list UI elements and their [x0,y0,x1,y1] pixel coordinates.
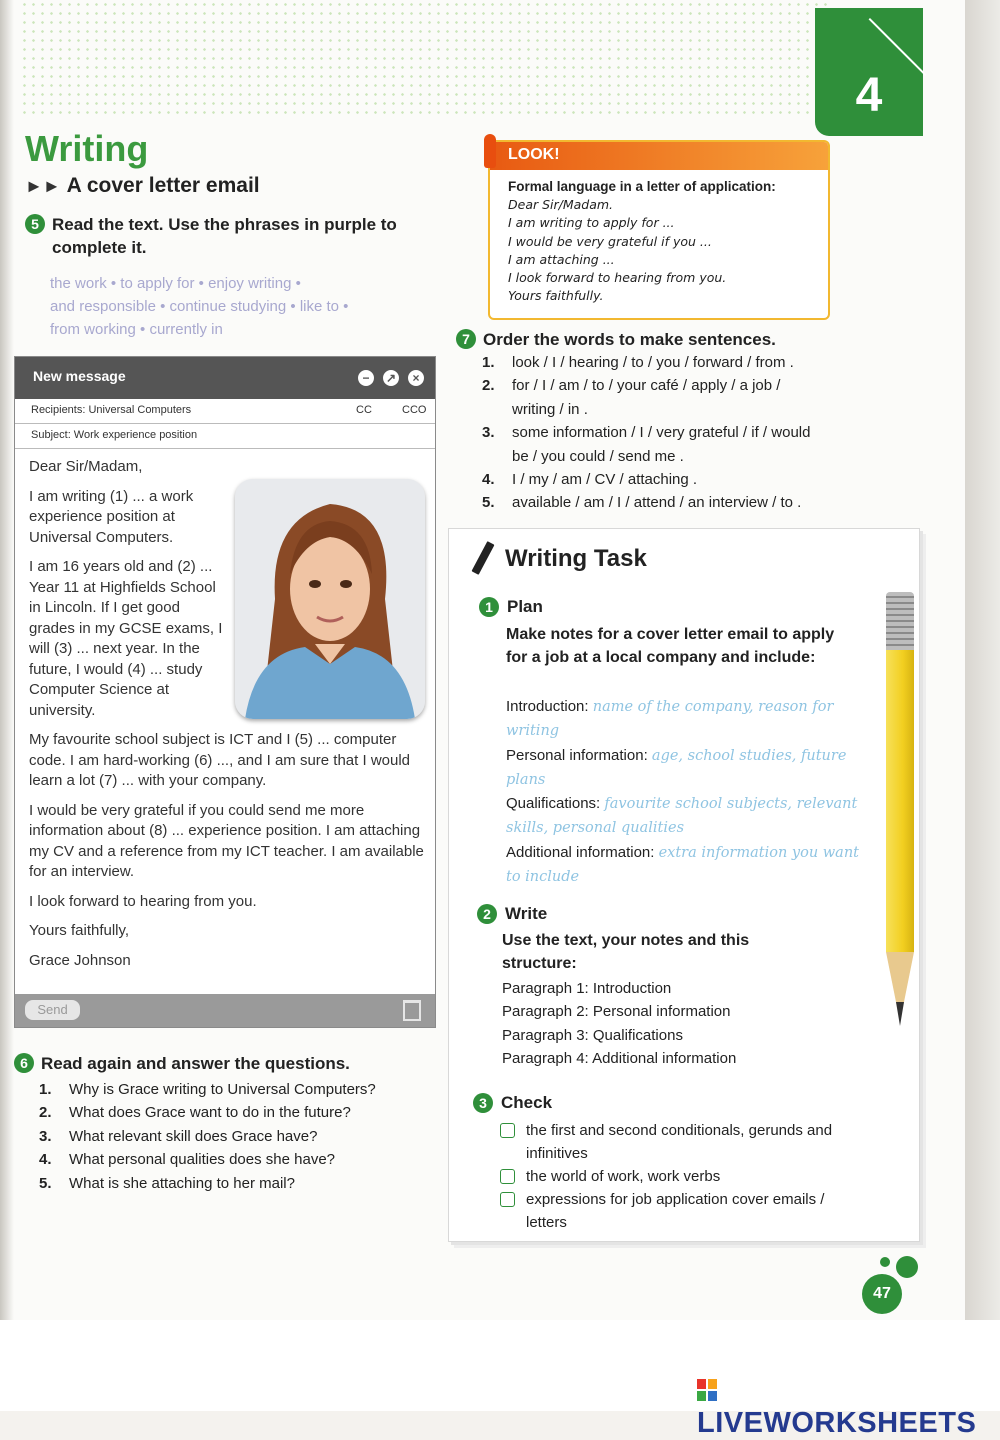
watermark [697,1374,1000,1440]
checkbox[interactable] [500,1123,515,1138]
look-line: Yours faithfully. [508,288,604,304]
order-item: 5. available / am / I / attend / an interview / to . [482,494,802,512]
question-item: 1. Why is Grace writing to Universal Computers? [39,1081,376,1098]
email-paragraph-4: I would be very grateful if you could send me more information about (8) ... experience position. I am attaching my CV and a reference from my ICT teacher. I am available for an interview. [29,801,424,880]
plan-hint: age, school studies, future plans [506,747,847,788]
look-box [488,140,830,320]
writing-task-title: Writing Task [505,545,647,572]
plan-heading [479,597,543,617]
look-heading: Formal language in a letter of application: [508,179,776,194]
question-item: 5. What is she attaching to her mail? [39,1174,295,1192]
write-label: Write [505,904,548,923]
paragraph-item: Paragraph 1: Introduction [502,980,672,997]
look-label: LOOK! [508,146,560,163]
task6-heading [14,1052,434,1075]
write-heading [477,904,547,924]
task6-questions [39,1078,439,1195]
email-greeting: Dear Sir/Madam, [29,458,143,475]
look-header [490,142,828,170]
write-structure [502,977,862,1070]
watermark-text: LIVEWORKSHEETS [697,1407,977,1439]
email-title-bar [15,357,435,399]
recipients-row[interactable] [15,399,435,424]
plan-item: Personal information: age, school studies, future plans [506,746,847,788]
question-item: 3. What relevant skill does Grace have? [39,1127,318,1145]
section-title: Writing [25,128,149,169]
plan-hint: extra information you want to include [506,844,859,886]
check-number: 3 [473,1093,493,1113]
plan-item: Introduction: name of the company, reason for writing [506,698,834,740]
check-label: Check [501,1093,553,1112]
plan-label: Plan [507,597,543,616]
pen-icon [471,541,494,575]
subject-field: Subject: Work experience position [31,429,198,441]
paragraph-item: Paragraph 4: Additional information [502,1049,737,1067]
lesson-subtitle-text: A cover letter email [66,174,260,197]
writing-task-card [448,528,920,1242]
order-item: 4. I / my / am / CV / attaching . [482,471,698,489]
look-line: I am attaching ... [508,251,615,267]
plan-number: 1 [479,597,499,617]
order-item: 3. some information / I / very grateful / if / would be / you could / send me . [482,424,811,465]
question-item: 4. What personal qualities does she have? [39,1151,336,1169]
task7-heading [456,328,856,351]
task7-instruction: Order the words to make sentences. [483,330,776,349]
lesson-subtitle [25,174,260,198]
plan-items [506,695,866,889]
next-page-edge [965,0,1000,1330]
email-paragraph-2: I am 16 years old and (2) ... Year 11 at Highfields School in Lincoln. If I get good grades in my GCSE exams, I will (3) ... next year. In the future, I would (4) ... study Computer Science at university. [29,558,223,719]
task5-number: 5 [25,214,45,234]
trash-icon[interactable] [403,1000,421,1021]
write-number: 2 [477,904,497,924]
phrase-line: and responsible • continue studying • like to • [50,298,349,315]
check-item[interactable]: the world of work, work verbs [500,1165,860,1188]
close-icon[interactable]: × [408,370,424,386]
resize-icon[interactable]: ↗ [383,370,399,386]
check-item[interactable]: the first and second conditionals, gerunds and infinitives [500,1119,860,1165]
email-signature: Grace Johnson [29,951,131,969]
phrase-line: from working • currently in [50,321,223,338]
plan-item: Qualifications: favourite school subjects, relevant skills, personal qualities [506,795,858,837]
unit-tab [815,8,923,136]
cc-button[interactable]: CC [356,404,372,416]
task5-instruction: Read the text. Use the phrases in purple to complete it. [52,215,397,257]
check-heading [473,1093,552,1113]
liveworksheets-logo-icon [697,1379,717,1401]
page-number: 47 [862,1274,902,1314]
look-line: I am writing to apply for ... [508,215,675,231]
send-button[interactable]: Send [25,1000,80,1020]
subject-row[interactable] [15,424,435,449]
checkbox[interactable] [500,1169,515,1184]
plan-hint: favourite school subjects, relevant skills, personal qualities [506,796,858,837]
recipients-field: Recipients: Universal Computers [31,404,192,416]
plan-hint: name of the company, reason for writing [506,699,834,740]
decorative-dot [880,1257,890,1267]
question-item: 2. What does Grace want to do in the future? [39,1104,351,1122]
paragraph-item: Paragraph 2: Personal information [502,1003,731,1021]
look-line: I would be very grateful if you ... [508,233,712,249]
unit-number: 4 [855,69,883,122]
look-line: I look forward to hearing from you. [508,270,727,286]
check-list [500,1119,860,1234]
email-body[interactable] [29,457,424,980]
look-content [508,178,818,305]
email-closing: Yours faithfully, [29,922,130,939]
decorative-dot [896,1256,918,1278]
task6-number: 6 [14,1053,34,1073]
exclamation-icon [484,134,496,168]
order-item: 2. for / I / am / to / your café / apply / a job / writing / in . [482,377,781,418]
decorative-dot-pattern [20,0,830,120]
phrase-line: the work • to apply for • enjoy writing • [50,275,301,292]
email-paragraph-1: I am writing (1) ... a work experience position at Universal Computers. [29,487,194,546]
pencil-illustration [886,592,914,1040]
order-item: 1. look / I / hearing / to / you / forward / from . [482,354,794,371]
email-window-title: New message [33,368,126,384]
email-window [14,356,436,1028]
checkbox[interactable] [500,1192,515,1207]
write-instruction: Use the text, your notes and this structure: [502,932,750,973]
double-arrow-icon: ►► [25,176,61,196]
cco-button[interactable]: CCO [402,404,427,416]
plan-instruction: Make notes for a cover letter email to apply for a job at a local company and include: [506,626,835,667]
email-send-bar [15,994,435,1027]
task7-number: 7 [456,329,476,349]
task5-heading [25,213,425,259]
task7-items [482,351,822,515]
page-gutter-shadow [0,0,14,1320]
email-paragraph-5: I look forward to hearing from you. [29,892,257,910]
plan-item: Additional information: extra information you want to include [506,843,859,886]
task6-instruction: Read again and answer the questions. [41,1054,350,1073]
minimize-icon[interactable]: − [358,370,374,386]
email-paragraph-3: My favourite school subject is ICT and I (5) ... computer code. I am hard-working (6) ..., and I am sure that I would learn a lot (7) ... with your company. [29,731,411,789]
paragraph-item: Paragraph 3: Qualifications [502,1026,683,1044]
phrase-bank [50,272,420,341]
check-item[interactable]: expressions for job application cover emails / letters [500,1188,860,1234]
look-line: Dear Sir/Madam. [508,197,614,213]
